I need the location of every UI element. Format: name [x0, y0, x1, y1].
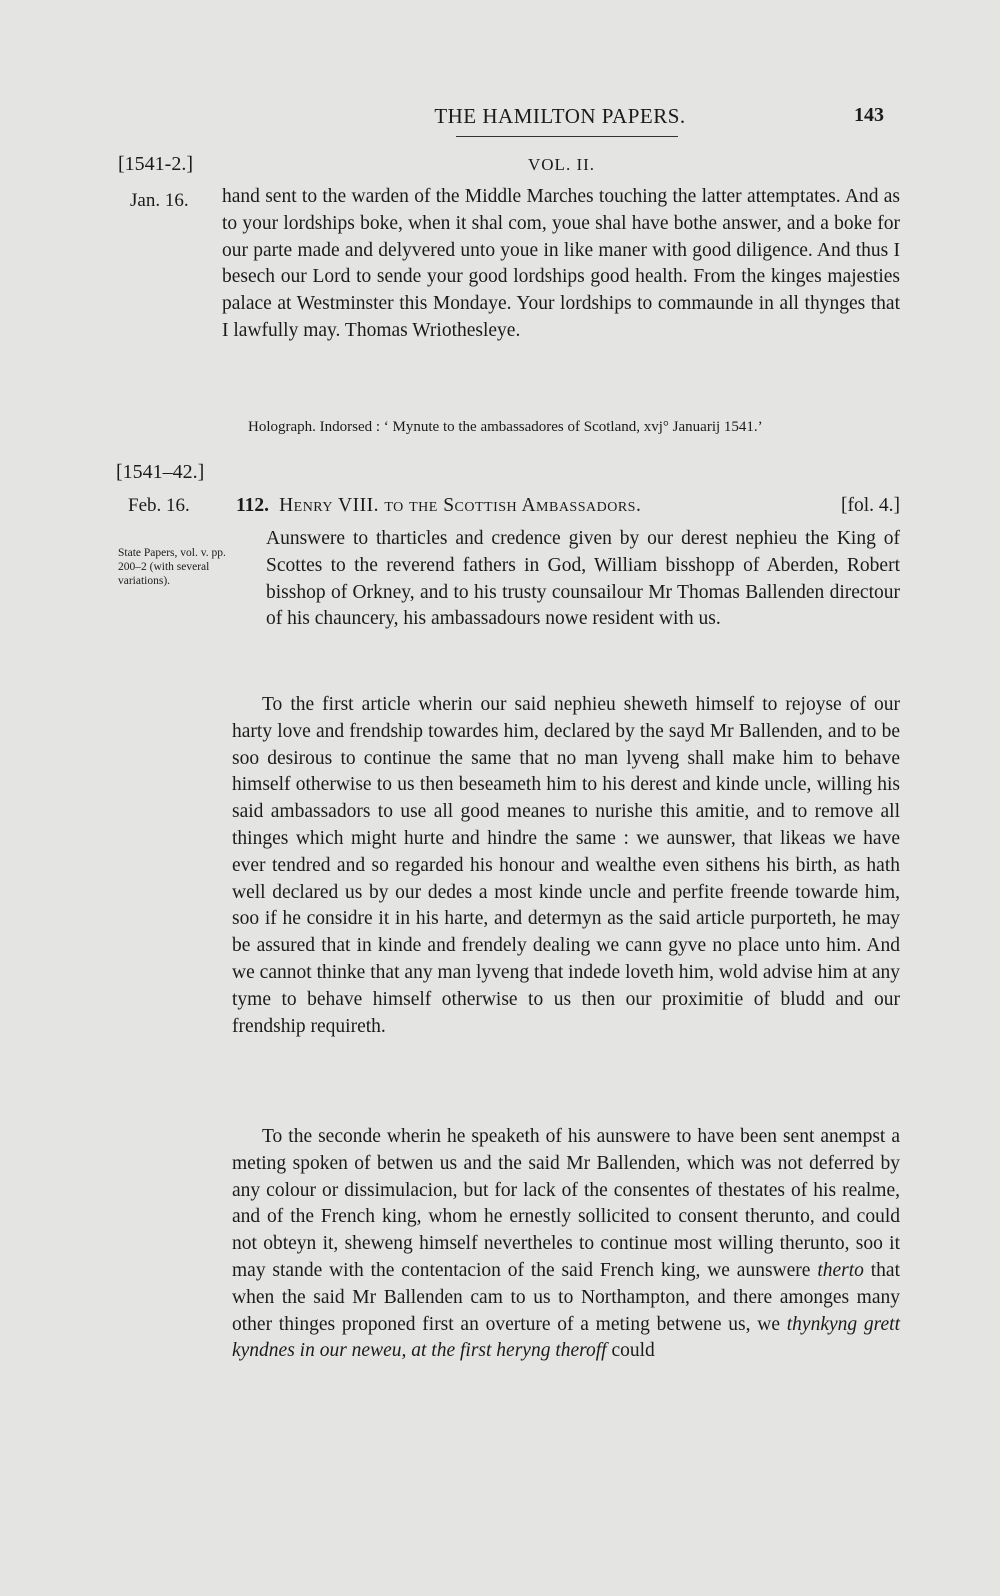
first-article-paragraph: To the first article wherin our said nephieu sheweth himself to rejoyse of our harty love and frendship towardes him, declared by the sayd Mr Ballenden, and to be soo desirous to continue the same that no man lyveng shall make him to behave himself otherwise to us then beseameth him to his derest and kinde uncle, willing his said ambassadors to use all good meanes to nurishe this amitie, and to remove all thinges which might hurte and hindre the same : we aunswer, that likeas we have ever tendred and so regarded his honour and wealthe even sithens his birth, as hath well declared us by our dedes a most kinde uncle and perfite freende towarde him, soo if he considre it in his harte, and determyn as the said article purporteth, he may be assured that in kinde and frendely dealing we cann gyve no place unto him. And we cannot thinke that any man lyveng that indede loveth him, wold advise him at any tyme to behave himself otherwise to us then our proximitie of bludd and our frendship requireth. — [232, 694, 900, 1037]
folio-reference: [fol. 4.] — [840, 495, 900, 516]
holograph-note: Holograph. Indorsed : ‘ Mynute to the ambassadores of Scotland, xvj° Januarij 1541.’ — [248, 419, 763, 435]
italic-phrase: thynkyng grett kyndnes in our neweu, at the first heryng theroff — [232, 1313, 900, 1362]
entry-date-2: Feb. 16. — [128, 495, 190, 516]
entry-date: Jan. 16. — [130, 190, 189, 211]
paragraph-text: To the seconde wherin he speaketh of his aunswere to have been sent anempst a meting spoken of betwen us and the said Mr Ballenden, which was not deferred by any colour or dissimulacion, but for lack of the consentes of thestates of his realme, and of the French king, whom he ernestly sollicited to consent therunto, and could not obteyn it, sheweng himself nevertheles to continue most willing therunto, soo it may stande with the contentacion of the said French king, we aunswere — [232, 1126, 900, 1281]
letter-heading — [236, 495, 900, 517]
volume-label: VOL. II. — [528, 155, 596, 174]
year-bracket-2: [1541–42.] — [116, 461, 205, 483]
page-number: 143 — [854, 104, 884, 126]
italic-phrase: therto — [817, 1259, 864, 1281]
letter-ending-text: hand sent to the warden of the Middle Marches touching the latter attemptates. And as to your lordships boke, when it shal com, youe shal have bothe answer, and a boke for our parte made and delyvered unto youe in like maner with good diligence. And thus I besech our Lord to sende your good lordships good health. From the kinges majesties palace at Westminster this Mondaye. Your lordships to commaunde in all thynges that I lawfully may. Thomas Wriothesleye. — [222, 186, 900, 341]
letter-number: 112. — [236, 495, 270, 516]
address-paragraph: Aunswere to tharticles and credence given by our derest nephieu the King of Scottes to the reverend fathers in God, William bisshopp of Aberden, Robert bisshop of Orkney, and to his trusty counsailour Mr Thomas Ballenden directour of his chauncery, his ambassadours nowe resident with us. — [266, 528, 900, 630]
paragraph-text: could — [611, 1340, 655, 1362]
running-title: THE HAMILTON PAPERS. — [434, 104, 686, 128]
paragraph-text: that when the said Mr Ballenden cam to us to Northampton, and there amonges many other thinges proponed first an overture of a meting betwene us, we — [232, 1259, 901, 1335]
margin-source-note: State Papers, vol. v. pp. 200–2 (with several variations). — [118, 547, 226, 587]
year-bracket: [1541-2.] — [118, 153, 193, 175]
letter-title: Henry VIII. to the Scottish Ambassadors. — [279, 495, 642, 516]
title-rule — [456, 136, 678, 137]
second-article-paragraph — [232, 1124, 900, 1365]
